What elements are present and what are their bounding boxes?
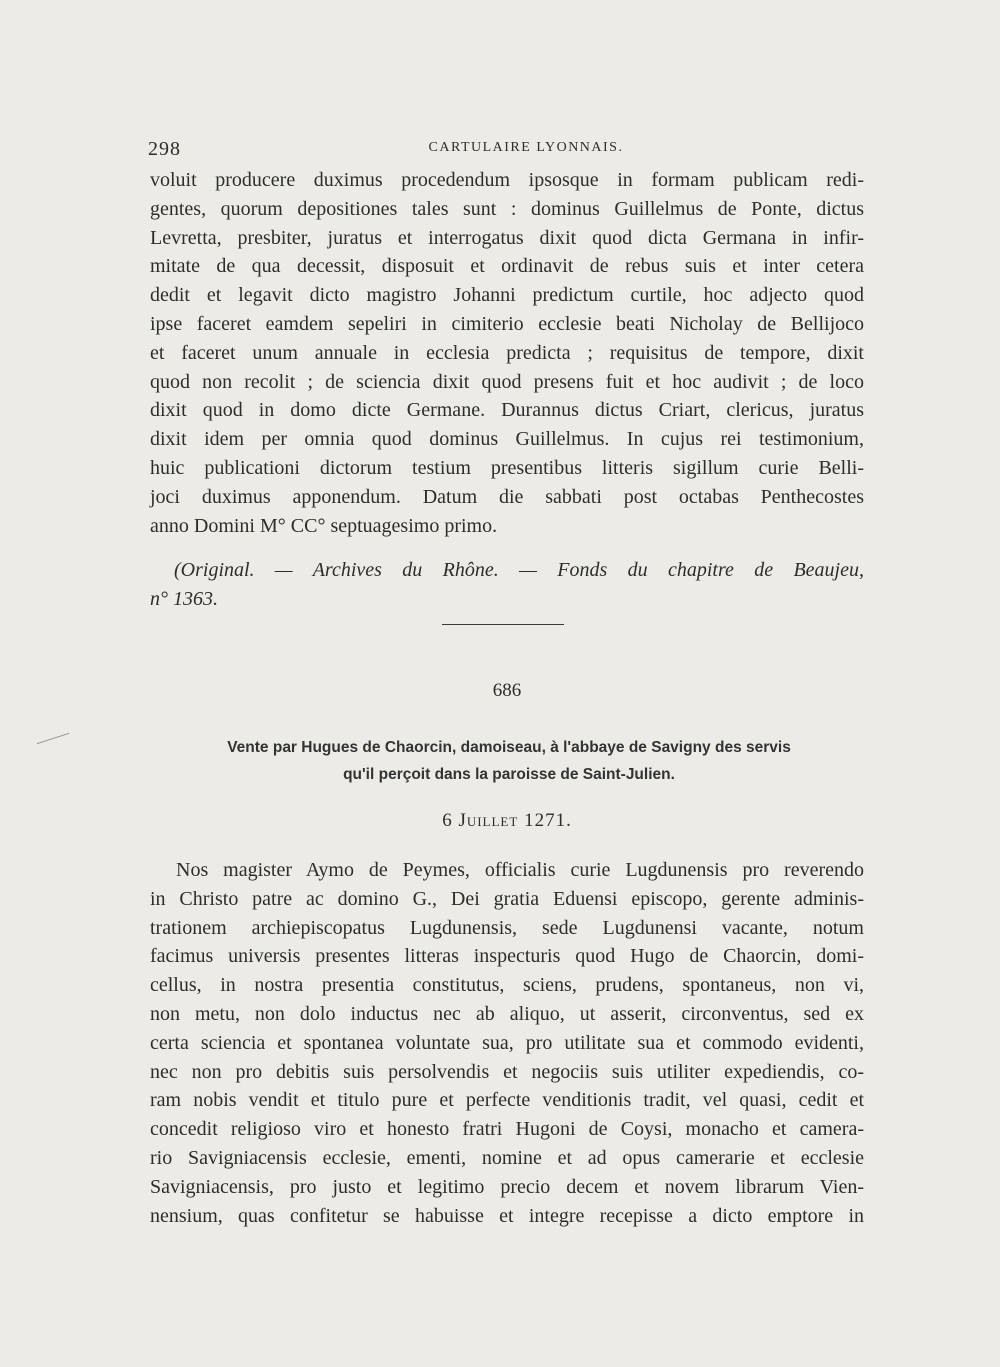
act-number: 686 <box>492 680 522 701</box>
source-note-line: n° 1363. <box>150 588 218 610</box>
text-line: non metu, non dolo inductus nec ab aliquo, ut asserit, circonventus, sed ex <box>150 1002 864 1025</box>
act-title-line: qu'il perçoit dans la paroisse de Saint-Julien. <box>343 766 675 783</box>
text-line: anno Domini M° CC° septuagesimo primo. <box>150 514 498 537</box>
continued-charter-text <box>150 166 864 540</box>
text-line: dixit idem per omnia quod dominus Guillelmus. In cujus rei testimonium, <box>150 428 864 451</box>
source-note-line: (Original. — Archives du Rhône. — Fonds du chapitre de Beaujeu, <box>174 559 864 581</box>
page-number: 298 <box>148 138 181 160</box>
text-line: gentes, quorum depositiones tales sunt : dominus Guillelmus de Ponte, dictus <box>150 197 864 220</box>
text-line: in Christo patre ac domino G., Dei gratia Eduensi episcopo, gerente adminis- <box>150 887 864 910</box>
act-date: 6 Juillet 1271. <box>442 810 572 831</box>
text-line: quod non recolit ; de sciencia dixit quod presens fuit et hoc audivit ; de loco <box>150 370 864 393</box>
text-line: joci duximus apponendum. Datum die sabbati post octabas Penthecostes <box>150 485 864 508</box>
source-note <box>150 556 864 614</box>
page-header <box>148 136 864 166</box>
text-line: rio Savigniacensis ecclesie, ementi, nomine et ad opus camerarie et ecclesie <box>150 1146 864 1169</box>
charter-text <box>150 856 864 1230</box>
text-line: nensium, quas confitetur se habuisse et integre recepisse a dicto emptore in <box>150 1204 864 1227</box>
text-line: cellus, in nostra presentia constitutus, sciens, prudens, spontaneus, non vi, <box>150 974 864 997</box>
text-line: certa sciencia et spontanea voluntate sua, pro utilitate sua et commodo evidenti, <box>150 1031 864 1054</box>
text-line: concedit religioso viro et honesto fratri Hugoni de Coysi, monacho et camera- <box>150 1118 864 1141</box>
text-line: Savigniacensis, pro justo et legitimo precio decem et novem librarum Vien- <box>150 1175 864 1198</box>
text-line: mitate de qua decessit, disposuit et ordinavit de rebus suis et inter cetera <box>150 255 864 278</box>
act-title-line: Vente par Hugues de Chaorcin, damoiseau, à l'abbaye de Savigny des servis <box>227 739 791 756</box>
text-line: dixit quod in domo dicte Germane. Durannus dictus Criart, clericus, juratus <box>150 399 864 422</box>
text-line: trationem archiepiscopatus Lugdunensis, sede Lugdunensi vacante, notum <box>150 916 864 939</box>
text-line: facimus universis presentes litteras inspecturis quod Hugo de Chaorcin, domi- <box>150 945 864 968</box>
text-line: ram nobis vendit et titulo pure et perfecte venditionis tradit, vel quasi, cedit et <box>150 1089 864 1112</box>
text-line: huic publicationi dictorum testium presentibus litteris sigillum curie Belli- <box>150 456 864 479</box>
text-line: Levretta, presbiter, juratus et interrogatus dixit quod dicta Germana in infir- <box>150 226 864 249</box>
text-line: dedit et legavit dicto magistro Johanni predictum curtile, hoc adjecto quod <box>150 284 864 307</box>
running-title: CARTULAIRE LYONNAIS. <box>428 140 624 155</box>
text-line: nec non pro debitis suis persolvendis et negociis suis utiliter expediendis, co- <box>150 1060 864 1083</box>
paper-mark <box>37 733 70 744</box>
text-line: voluit producere duximus procedendum ipsosque in formam publicam redi- <box>150 169 864 191</box>
act-title <box>150 734 868 788</box>
text-line: ipse faceret eamdem sepeliri in cimiterio ecclesie beati Nicholay de Bellijoco <box>150 312 864 335</box>
text-line: et faceret unum annuale in ecclesia predicta ; requisitus de tempore, dixit <box>150 341 864 364</box>
section-separator <box>442 624 564 625</box>
text-line: Nos magister Aymo de Peymes, officialis curie Lugdunensis pro reverendo <box>176 859 864 881</box>
